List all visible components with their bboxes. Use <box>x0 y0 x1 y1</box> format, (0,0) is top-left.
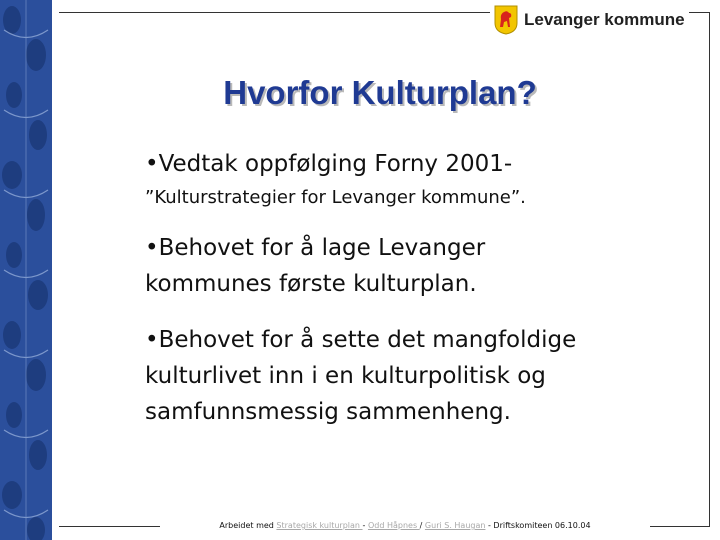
bullet-text: •Behovet for å lage Levanger <box>145 235 486 261</box>
figure-pattern-icon <box>0 0 52 540</box>
slide-title: Hvorfor Kulturplan? <box>223 74 537 111</box>
footer-separator: - <box>362 521 368 530</box>
bullet-list <box>145 148 705 430</box>
slide-frame-right <box>709 12 710 526</box>
bullet-text: •Vedtak oppfølging Forny 2001- <box>145 151 513 177</box>
bullet-item-behovet-sette <box>145 322 705 430</box>
bullet-subtext: ”Kulturstrategier for Levanger kommune”. <box>145 187 526 208</box>
bullet-text: samfunnsmessig sammenheng. <box>145 399 511 425</box>
footer-prefix: Arbeidet med <box>219 521 277 530</box>
footer-link-author-2[interactable]: Guri S. Haugan <box>424 521 486 530</box>
logo-text: Levanger kommune <box>524 10 685 29</box>
levanger-logo <box>490 3 689 37</box>
bullet-item-vedtak <box>145 148 705 210</box>
footer-separator: / <box>419 521 425 530</box>
bullet-text: •Behovet for å sette det mangfoldige <box>145 327 577 353</box>
bullet-text: kulturlivet inn i en kulturpolitisk og <box>145 363 546 389</box>
decorative-side-strip <box>0 0 52 540</box>
bullet-text: kommunes første kulturplan. <box>145 271 477 297</box>
slide-footer <box>160 519 650 533</box>
footer-suffix: - Driftskomiteen 06.10.04 <box>485 521 591 530</box>
footer-link-author-1[interactable]: Odd Håpnes <box>367 521 420 530</box>
bullet-item-behovet-lage <box>145 230 705 302</box>
lion-crest-icon <box>494 5 518 35</box>
footer-link-plan[interactable]: Strategisk kulturplan <box>276 521 363 530</box>
